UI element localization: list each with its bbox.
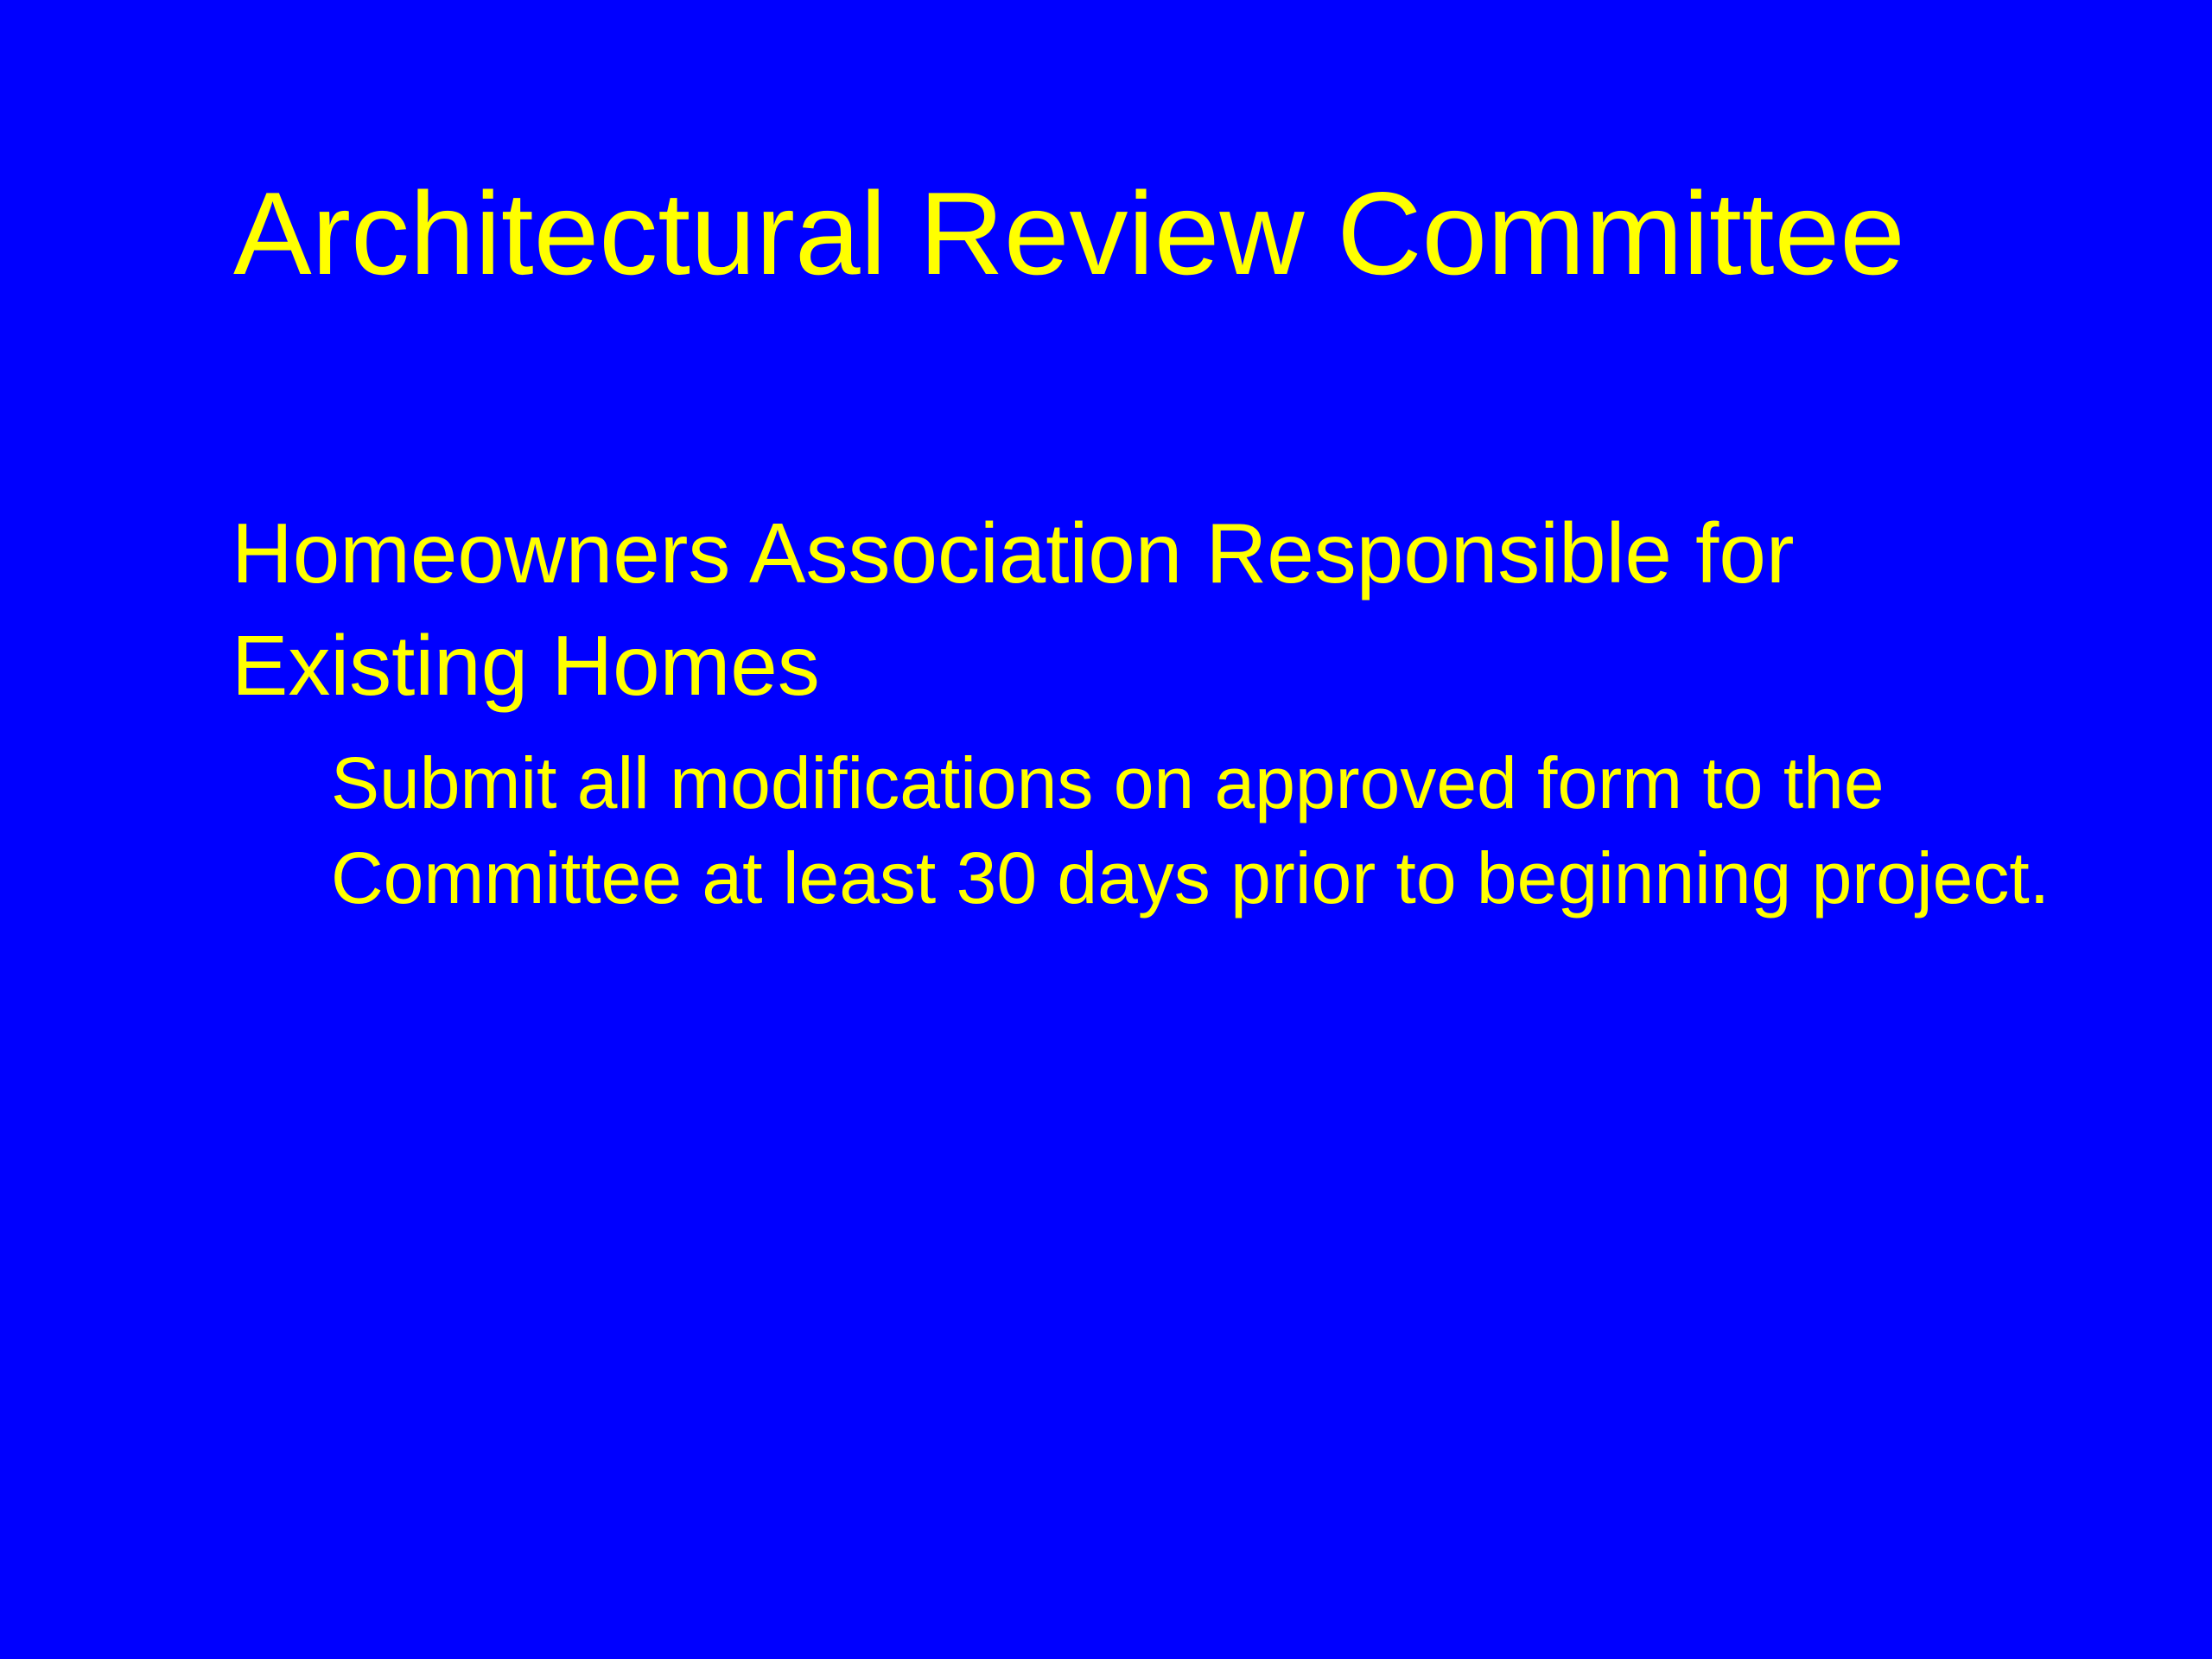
- slide-title: Architectural Review Committee: [233, 168, 1905, 299]
- sub-bullet-submit-modifications: Submit all modifications on approved form to the Committee at least 30 days prior to beginning project.: [331, 742, 2050, 918]
- bullet-homeowners-association: Homeowners Association Responsible for Existing Homes: [232, 505, 1795, 713]
